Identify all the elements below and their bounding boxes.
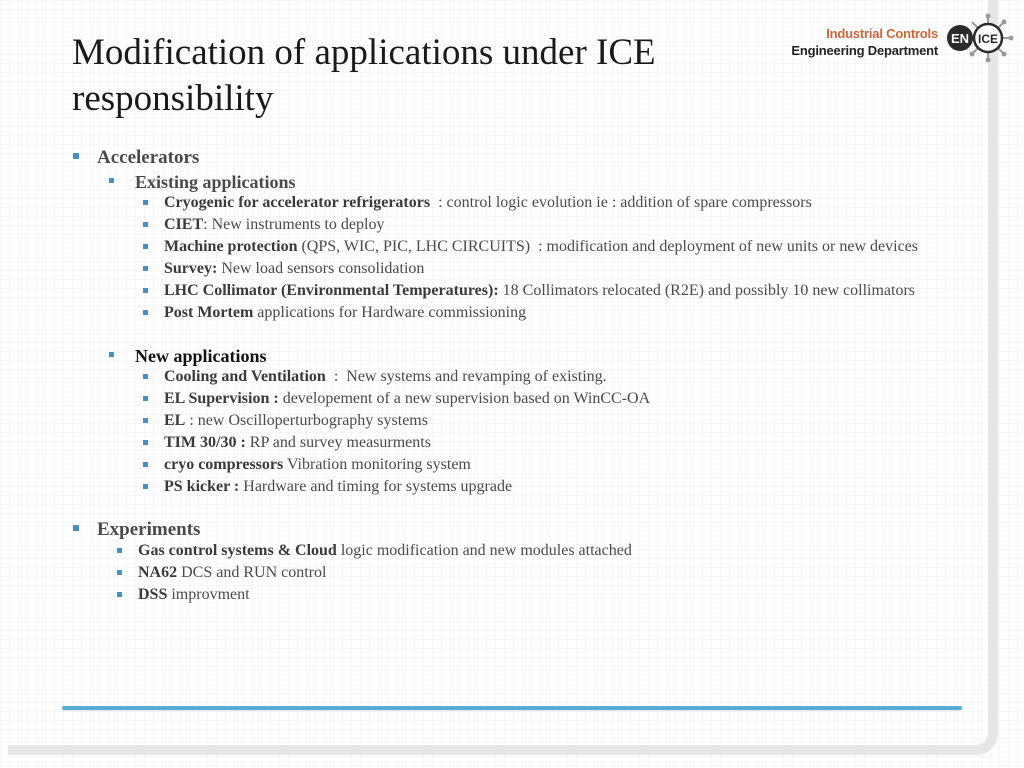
square-bullet-icon [117,570,122,575]
square-bullet-icon [109,178,114,183]
list-item [113,542,918,559]
item-description: logic modification and new modules attached [336,542,632,559]
list-item [139,260,944,277]
square-bullet-icon [143,200,148,205]
square-bullet-icon [143,222,148,227]
item-description: applications for Hardware commissioning [253,304,527,321]
square-bullet-icon [117,592,122,597]
square-bullet-icon [143,484,148,489]
square-bullet-icon [73,525,79,531]
item-keyword: EL Supervision : [164,390,279,407]
item-keyword: Survey: [164,260,218,277]
square-bullet-icon [143,310,148,315]
section-experiments [72,518,972,603]
bottom-divider [62,706,962,710]
list-item [139,390,944,407]
list-item [139,456,944,473]
square-bullet-icon [143,288,148,293]
item-description: Hardware and timing for systems upgrade [239,478,513,495]
list-item [139,368,944,385]
item-keyword: DSS [138,586,168,603]
list-item [139,434,944,451]
item-keyword: EL [164,412,186,429]
list-item [113,586,918,603]
logo-mark-en: EN [950,31,970,46]
item-description: New load sensors consolidation [217,260,425,277]
list-item [139,282,944,299]
square-bullet-icon [143,266,148,271]
item-keyword: TIM 30/30 : [164,434,246,451]
list-item [139,478,944,495]
square-bullet-icon [143,440,148,445]
item-keyword: Machine protection [164,238,298,255]
slide-body [72,146,972,608]
item-description: : control logic evolution ie : addition of spare compressors [430,194,812,211]
square-bullet-icon [117,548,122,553]
list-item [139,194,944,211]
spacer [109,326,972,344]
square-bullet-icon [143,396,148,401]
list-item [139,304,944,321]
square-bullet-icon [109,352,114,357]
section-label: Accelerators [97,147,200,168]
item-keyword: NA62 [138,564,178,581]
logo-line-engineering-department: Engineering Department [791,43,938,58]
square-bullet-icon [143,418,148,423]
list-item [139,412,944,429]
item-description: RP and survey measurments [245,434,431,451]
square-bullet-icon [143,374,148,379]
item-description: (QPS, WIC, PIC, LHC CIRCUITS) : modification and deployment of new units or new devices [297,238,918,255]
spacer [72,500,972,518]
list-item [113,564,918,581]
item-keyword: Post Mortem [164,304,254,321]
subsection-label: New applications [135,346,267,366]
slide-title: Modification of applications under ICE responsibility [72,32,656,119]
subsection-new-applications [109,344,972,495]
item-keyword: LHC Collimator (Environmental Temperatures): [164,282,499,299]
item-keyword: Cooling and Ventilation [164,368,326,385]
item-description: improvment [167,586,250,603]
logo-line-industrial-controls: Industrial Controls [826,26,938,41]
department-logo-text [791,25,938,59]
item-description: developement of a new supervision based on WinCC-OA [278,390,651,407]
item-description: : new Oscilloperturbography systems [185,412,428,429]
item-description: : New instruments to deploy [203,216,385,233]
item-description: 18 Collimators relocated (R2E) and possibly 10 new collimators [498,282,916,299]
square-bullet-icon [143,244,148,249]
list-item [139,238,944,255]
item-description: DCS and RUN control [177,564,327,581]
item-description: Vibration monitoring system [283,456,471,473]
item-keyword: CIET [164,216,204,233]
section-accelerators [72,146,972,495]
section-label: Experiments [97,519,201,540]
item-keyword: cryo compressors [164,456,284,473]
item-keyword: Cryogenic for accelerator refrigerators [164,194,431,211]
en-ice-logo-icon [944,13,1016,63]
subsection-existing-applications [109,170,972,321]
item-keyword: PS kicker : [164,478,240,495]
list-item [139,216,944,233]
square-bullet-icon [143,462,148,467]
item-keyword: Gas control systems & Cloud [138,542,337,559]
logo-mark-ice: ICE [977,32,999,46]
square-bullet-icon [73,153,79,159]
subsection-label: Existing applications [135,172,296,192]
item-description: : New systems and revamping of existing. [325,368,607,385]
